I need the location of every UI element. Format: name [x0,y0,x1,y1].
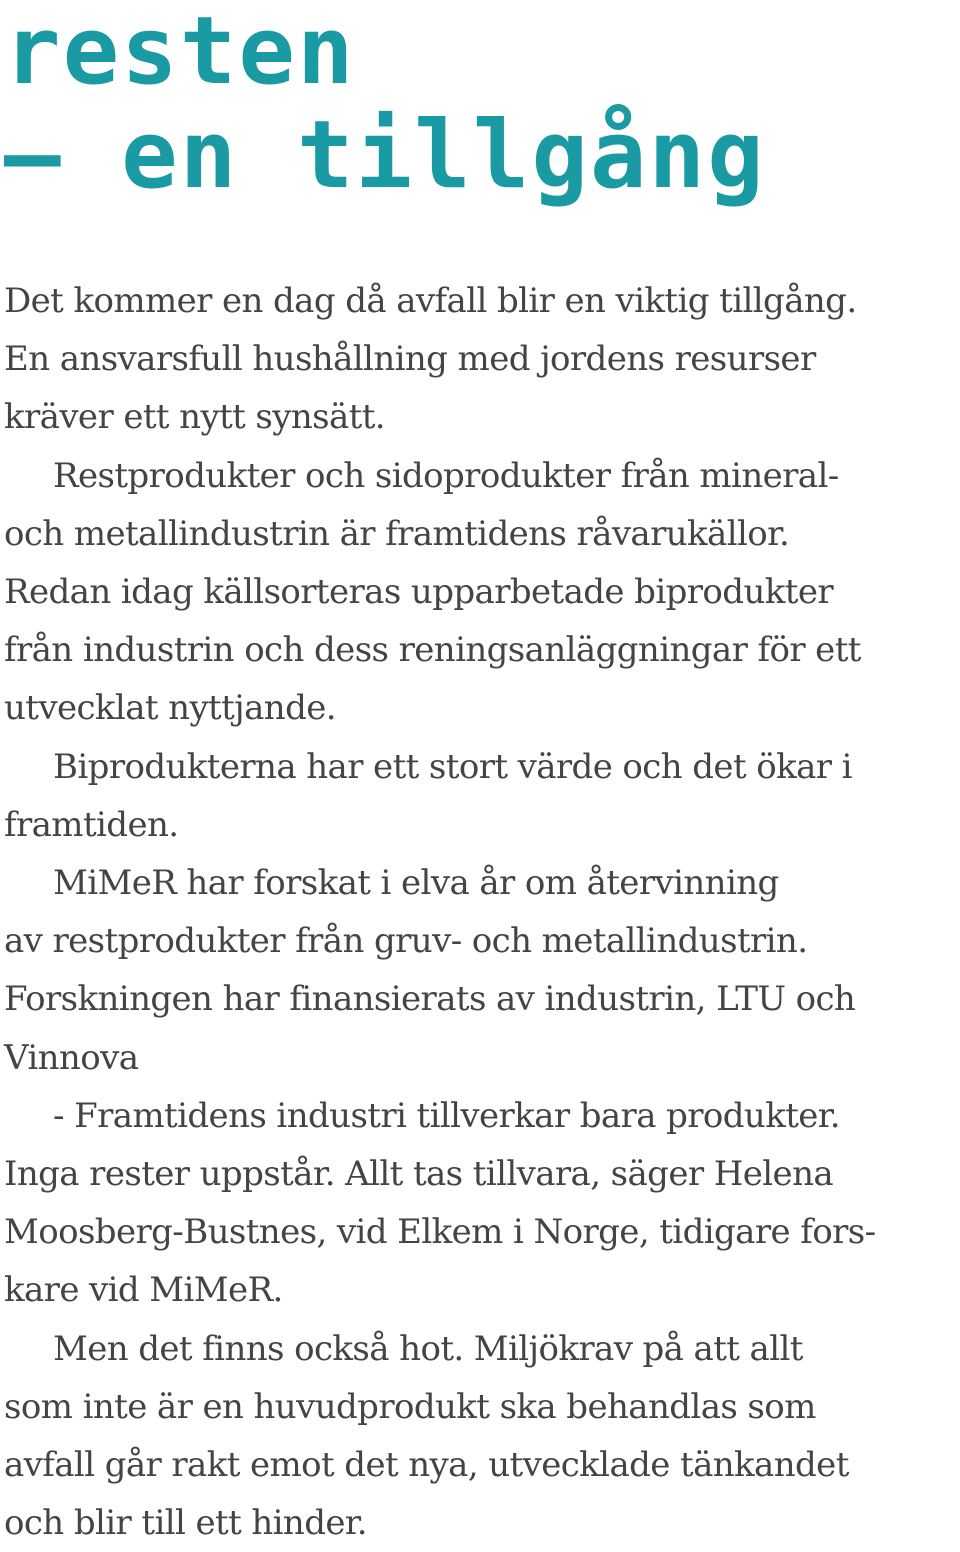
body-line: och blir till ett hinder. [4,1503,368,1544]
body-line: Biprodukterna har ett stort värde och det ökar i [53,746,852,787]
body-line: Forskningen har finansierats av industrin, LTU och [4,979,856,1020]
body-line: Restprodukter och sidoprodukter från mineral- [53,455,839,496]
body-line: - Framtidens industri tillverkar bara produkter. [53,1095,840,1136]
body-line: som inte är en huvudprodukt ska behandlas som [4,1386,816,1427]
body-line: Moosberg-Bustnes, vid Elkem i Norge, tidigare fors- [4,1212,876,1253]
headline-line: resten [4,0,356,106]
body-line: av restprodukter från gruv- och metallindustrin. [4,921,808,962]
body-line: En ansvarsfull hushållning med jordens resurser [4,339,816,380]
article-body [4,272,956,1552]
body-line: framtiden. [4,804,179,845]
body-line: utvecklat nyttjande. [4,688,336,729]
body-line: MiMeR har forskat i elva år om återvinning [53,863,779,904]
body-line: Redan idag källsorteras upparbetade biprodukter [4,572,833,613]
headline [4,0,766,208]
body-line: och metallindustrin är framtidens råvarukällor. [4,513,790,554]
body-line: Vinnova [4,1037,139,1078]
body-line: kare vid MiMeR. [4,1270,283,1311]
headline-line: – en tillgång [4,101,766,210]
body-line: Men det finns också hot. Miljökrav på att allt [53,1328,803,1369]
body-line: Det kommer en dag då avfall blir en viktig tillgång. [4,281,857,321]
body-line: avfall går rakt emot det nya, utvecklade tänkandet [4,1445,849,1486]
body-line: från industrin och dess reningsanläggningar för ett [4,630,861,671]
body-line: kräver ett nytt synsätt. [4,397,386,438]
body-line: Inga rester uppstår. Allt tas tillvara, säger Helena [4,1154,834,1195]
